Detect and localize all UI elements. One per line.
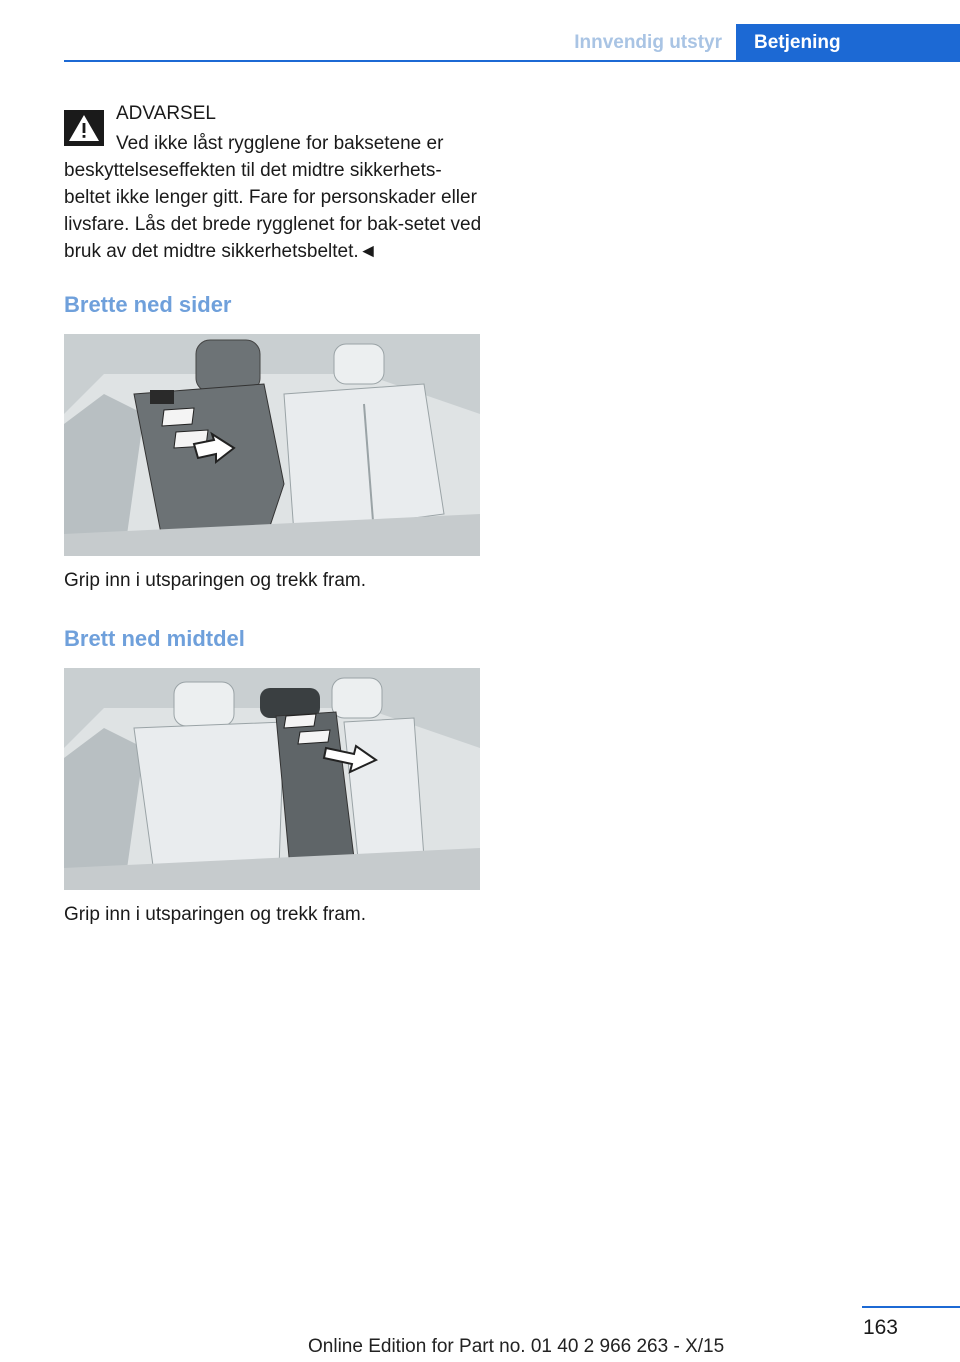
section-tab[interactable]: Innvendig utstyr [574, 32, 722, 53]
page-number: 163 [862, 1316, 898, 1339]
warning-text: Ved ikke låst rygglene for baksetene er beskyttelseseffekten til det midtre sikkerhets-beltet ikke lenger gitt. Fare for personskader eller livsfare. Lås det brede rygglenet for bak-setet ved bruk av det midtre sikkerhetsbeltet.◄ [64, 133, 482, 262]
footer-rule [862, 1306, 960, 1308]
section-heading-sides: Brette ned sider [64, 292, 232, 317]
caption-sides: Grip inn i utsparingen og trekk fram. [64, 570, 367, 591]
header-rule [64, 60, 960, 62]
figure-fold-middle [64, 668, 480, 890]
chapter-tab[interactable]: Betjening [736, 24, 960, 62]
warning-triangle-icon [64, 110, 104, 146]
caption-middle: Grip inn i utsparingen og trekk fram. [64, 904, 367, 925]
warning-block [64, 100, 484, 265]
section-heading-middle: Brett ned midtdel [64, 626, 245, 651]
edition-note: Online Edition for Part no. 01 40 2 966 263 - X/15 [308, 1336, 725, 1357]
page-header [0, 24, 960, 62]
warning-title: ADVARSEL [116, 103, 216, 124]
figure-fold-sides [64, 334, 480, 556]
